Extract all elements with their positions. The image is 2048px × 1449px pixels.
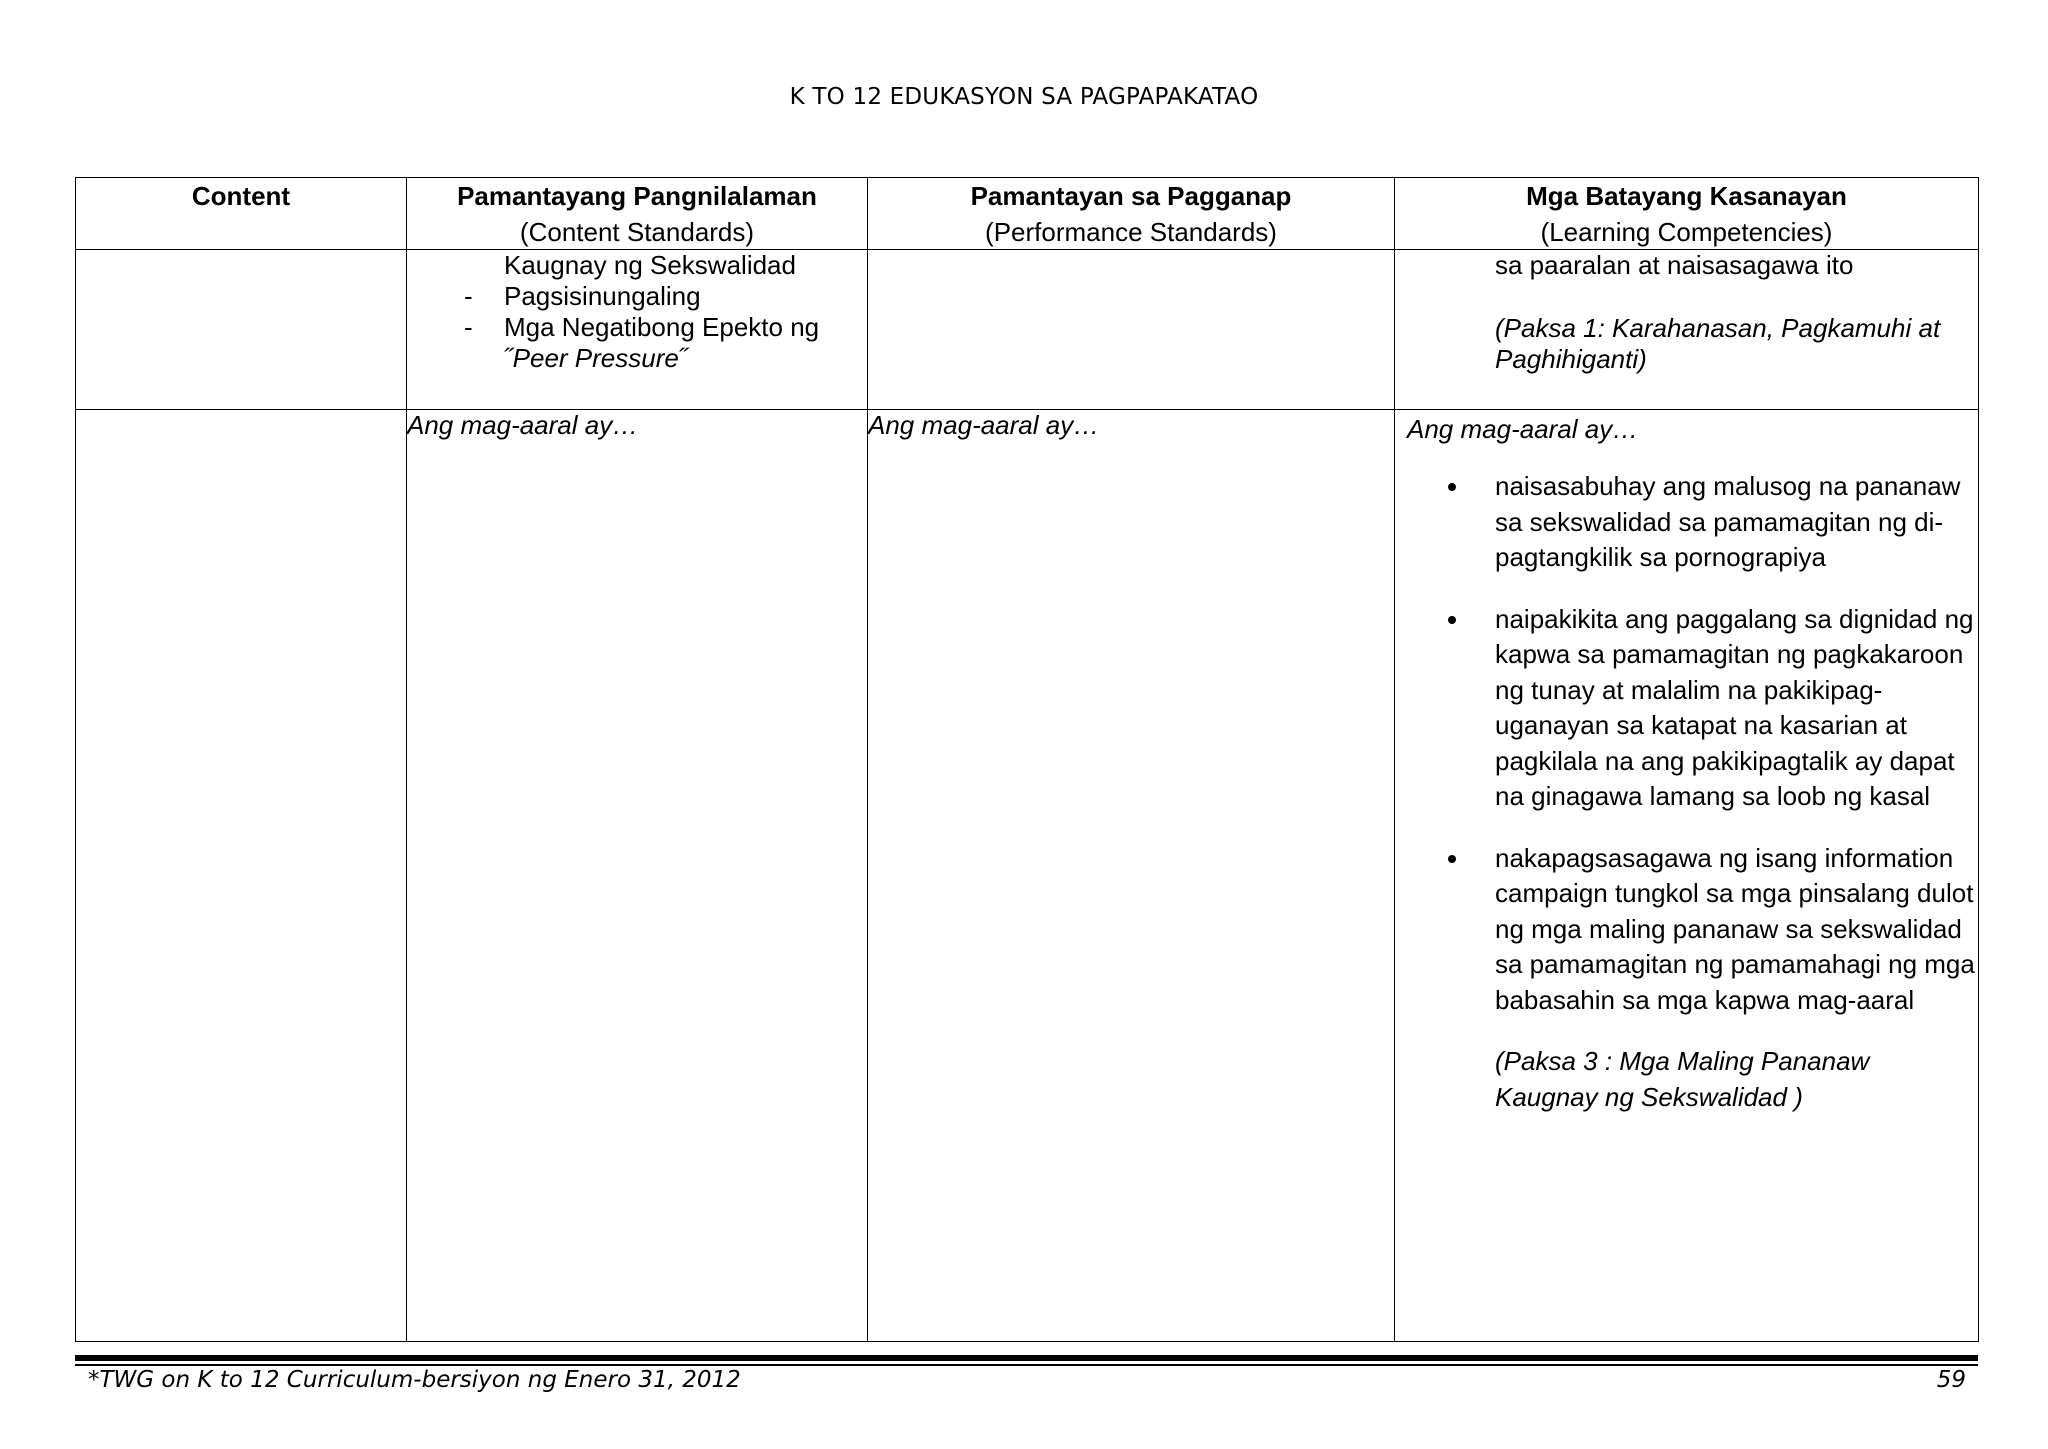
list-item: - Mga Negatibong Epekto ng bbox=[447, 312, 867, 343]
header-performance-standards-title: Pamantayan sa Pagganap bbox=[970, 181, 1292, 211]
row1-competency-continued: sa paaralan at naisasagawa ito bbox=[1495, 250, 1854, 280]
footer-note: *TWG on K to 12 Curriculum-bersiyon ng Enero 31, 2012 bbox=[88, 1367, 741, 1393]
table-row bbox=[76, 410, 1979, 1342]
list-item bbox=[1395, 469, 1978, 576]
list-item bbox=[1395, 602, 1978, 815]
competency-text: naisasabuhay ang malusog na pananaw sa sekswalidad sa pamamagitan ng di-pagtangkilik sa pornograpiya bbox=[1495, 471, 1961, 572]
row2-content-cell bbox=[76, 410, 407, 1342]
bullet-icon bbox=[1448, 483, 1456, 491]
table-header-row bbox=[76, 178, 1979, 250]
header-content bbox=[76, 178, 407, 250]
competency-text: naipakikita ang paggalang sa dignidad ng kapwa sa pamamagitan ng pagkakaroon ng tunay at malalim na pakikipag-uganayan sa katapat na kasarian at pagkilala na ang pakikipagtalik ay dapat na ginagawa lamang sa loob ng kasal bbox=[1495, 603, 1974, 811]
row1-content-standards-cell bbox=[407, 250, 868, 410]
row2-competencies-cell bbox=[1395, 410, 1979, 1342]
list-item: - Pagsisinungaling bbox=[447, 281, 867, 312]
row2-performance-standards-intro: Ang mag-aaral ay… bbox=[868, 410, 1100, 440]
header-learning-competencies-title: Mga Batayang Kasanayan bbox=[1526, 181, 1847, 211]
list-item bbox=[1395, 841, 1978, 1019]
header-learning-competencies bbox=[1395, 178, 1979, 250]
bullet-icon bbox=[1448, 855, 1456, 863]
row1-competencies-cell bbox=[1395, 250, 1979, 410]
header-learning-competencies-sub: (Learning Competencies) bbox=[1540, 217, 1833, 247]
row2-content-standards-cell bbox=[407, 410, 868, 1342]
row1-performance-standards-cell bbox=[868, 250, 1395, 410]
table-row bbox=[76, 250, 1979, 410]
competency-text: nakapagsasagawa ng isang information campaign tungkol sa mga pinsalang dulot ng mga maling pananaw sa sekswalidad sa pamamagitan ng pamamahagi ng mga babasahin sa mga kapwa mag-aaral bbox=[1495, 842, 1975, 1015]
header-content-title: Content bbox=[191, 181, 291, 211]
row1-topic: (Paksa 1: Karahanasan, Pagkamuhi at Paghihiganti) bbox=[1495, 313, 1941, 374]
header-content-standards-sub: (Content Standards) bbox=[519, 217, 755, 247]
header-content-standards-title: Pamantayang Pangnilalaman bbox=[457, 181, 817, 211]
bullet-icon bbox=[1448, 616, 1456, 624]
row2-topic: (Paksa 3 : Mga Maling Pananaw Kaugnay ng Sekswalidad ) bbox=[1495, 1046, 1870, 1112]
row2-content-standards-intro: Ang mag-aaral ay… bbox=[407, 410, 639, 440]
list-item-continuation: ˝Peer Pressure˝ bbox=[504, 343, 688, 373]
curriculum-table bbox=[75, 177, 1979, 1342]
header-content-standards bbox=[407, 178, 868, 250]
row2-competencies-list bbox=[1395, 469, 1978, 1018]
row1-content-cell bbox=[76, 250, 407, 410]
header-performance-standards-sub: (Performance Standards) bbox=[985, 217, 1277, 247]
header-performance-standards bbox=[868, 178, 1395, 250]
row1-continued-line: Kaugnay ng Sekswalidad bbox=[504, 250, 796, 280]
page-title: K TO 12 EDUKASYON SA PAGPAPAKATAO bbox=[789, 84, 1259, 110]
row2-competencies-intro: Ang mag-aaral ay… bbox=[1407, 414, 1639, 444]
row1-content-standards-list bbox=[407, 281, 867, 374]
footer-rule-thin bbox=[75, 1364, 1978, 1366]
footer-rule-thick bbox=[75, 1355, 1978, 1361]
row2-performance-standards-cell bbox=[868, 410, 1395, 1342]
page-number: 59 bbox=[1936, 1367, 1966, 1393]
